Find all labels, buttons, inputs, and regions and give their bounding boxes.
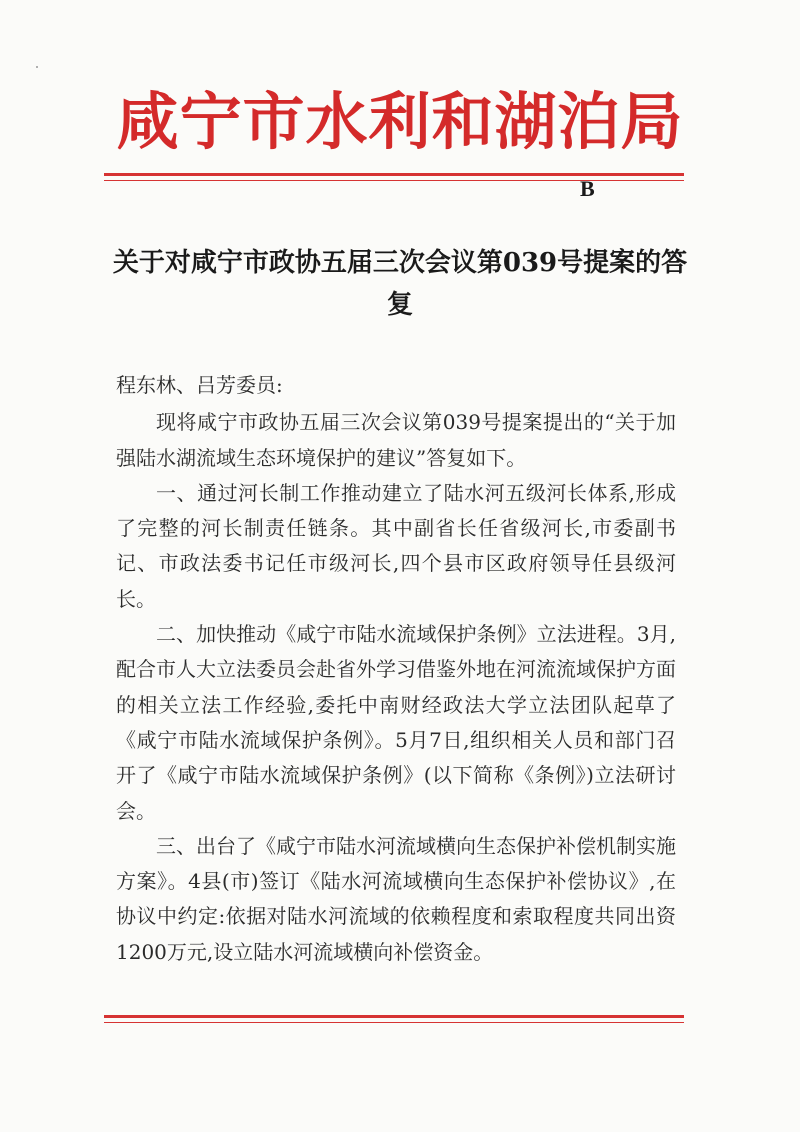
- letterhead-rule-thick: [104, 173, 684, 176]
- paragraph-intro: 现将咸宁市政协五届三次会议第039号提案提出的“关于加强陆水湖流域生态环境保护的建议”答复如下。: [116, 410, 676, 470]
- paragraph-2: 二、加快推动《咸宁市陆水流域保护条例》立法进程。3月,配合市人大立法委员会赴省外学习借鉴外地在河流流域保护方面的相关立法工作经验,委托中南财经政法大学立法团队起草了《咸宁市陆水流域保护条例》。5月7日,组织相关人员和部门召开了《咸宁市陆水流域保护条例》(以下简称《条例》)立法研讨会。: [116, 622, 676, 823]
- salutation: 程东林、吕芳委员:: [116, 373, 283, 397]
- paragraph-1: 一、通过河长制工作推动建立了陆水河五级河长体系,形成了完整的河长制责任链条。其中副省长任省级河长,市委副书记、市政法委书记任市级河长,四个县市区政府领导任县级河长。: [116, 480, 676, 611]
- document-title: 关于对咸宁市政协五届三次会议第039号提案的答复: [112, 248, 688, 320]
- copy-mark: B: [580, 176, 595, 201]
- footer-rule-thick: [104, 1015, 684, 1018]
- paragraph-3: 三、出台了《咸宁市陆水河流域横向生态保护补偿机制实施方案》。4县(市)签订《陆水河流域横向生态保护补偿协议》,在协议中约定:依据对陆水河流域的依赖程度和索取程度共同出资1200万元,设立陆水河流域横向补偿资金。: [116, 833, 676, 964]
- scan-speck: [36, 66, 38, 68]
- letterhead-org-name: 咸宁市水利和湖泊局: [116, 85, 684, 158]
- letterhead-rule-thin: [104, 180, 684, 181]
- footer-rule-thin: [104, 1022, 684, 1023]
- document-body: [116, 368, 676, 970]
